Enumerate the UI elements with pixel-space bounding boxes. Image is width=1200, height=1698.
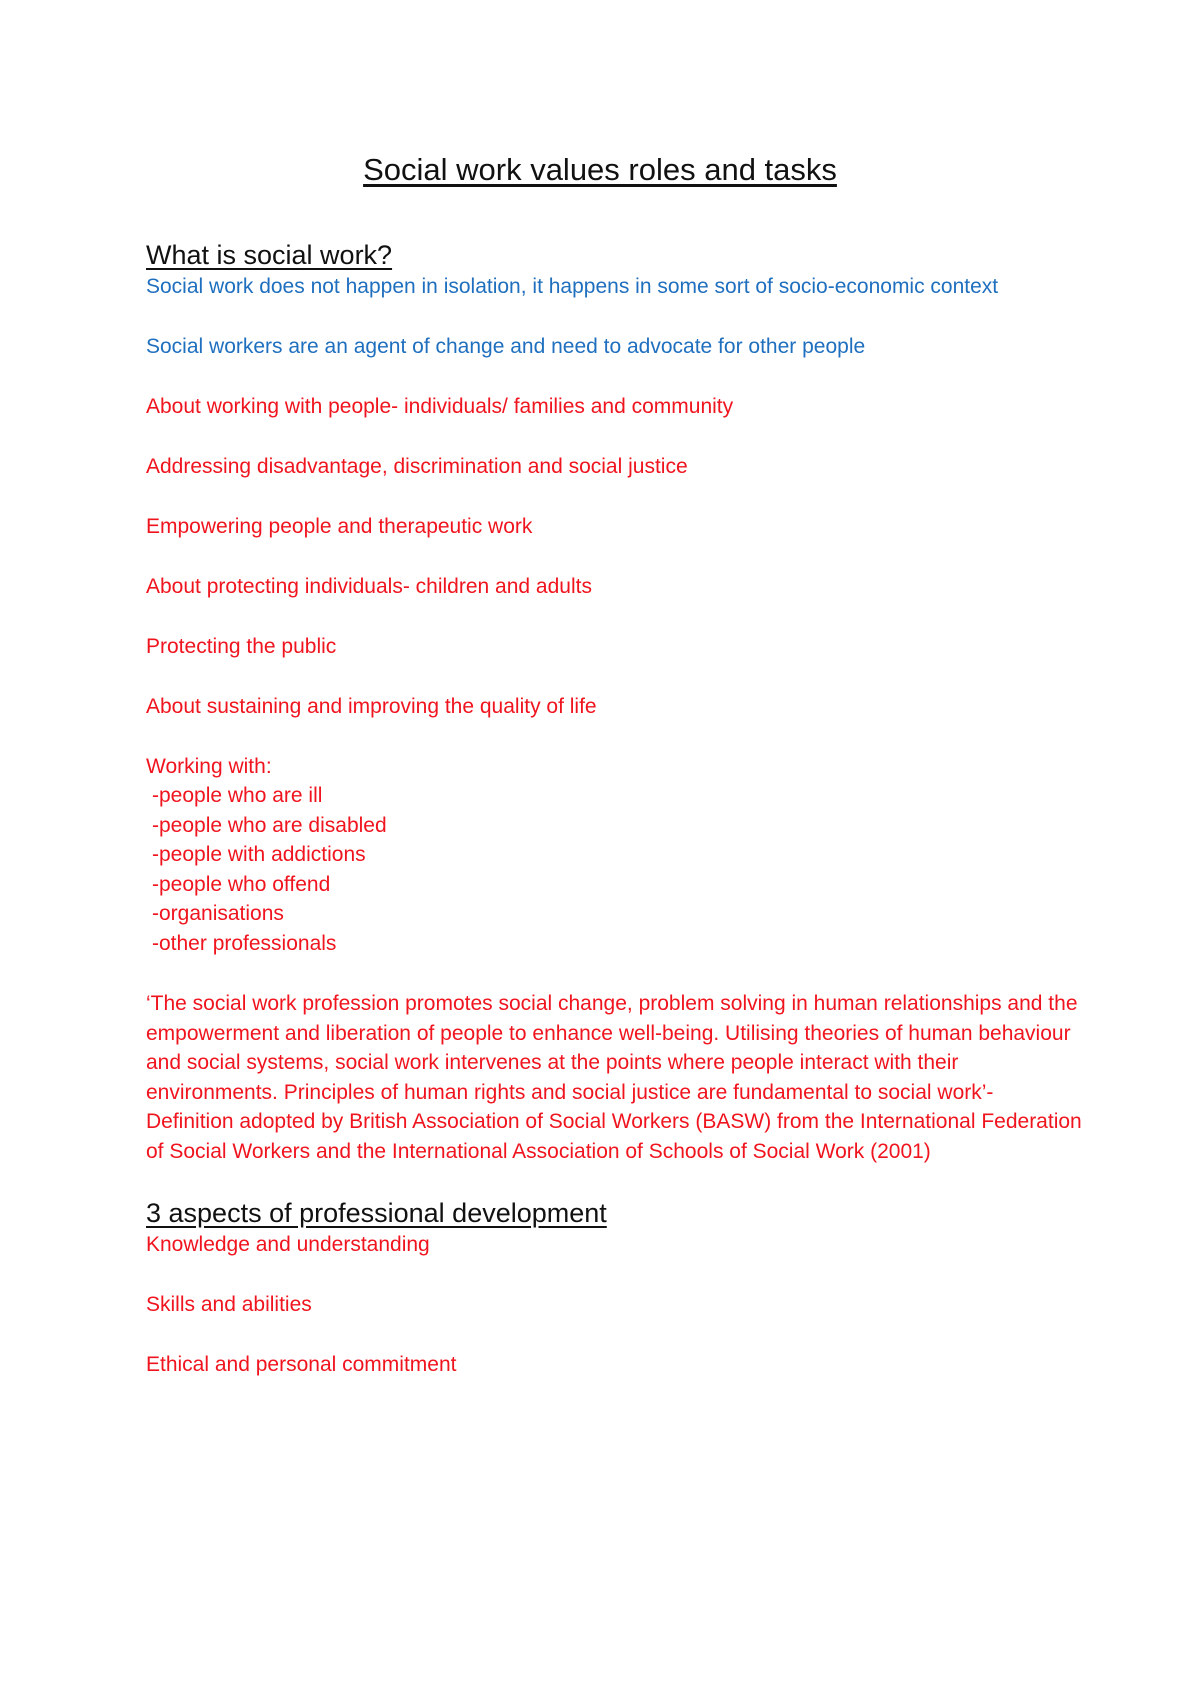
red-statement: Protecting the public <box>146 635 337 658</box>
list-item: -other professionals <box>152 931 337 955</box>
red-statement: Empowering people and therapeutic work <box>146 515 533 538</box>
working-with-label: Working with: <box>146 755 272 778</box>
development-aspect: Skills and abilities <box>146 1293 312 1316</box>
page-title: Social work values roles and tasks <box>363 152 837 187</box>
development-aspect: Ethical and personal commitment <box>146 1353 457 1376</box>
list-item: -people who offend <box>152 872 331 896</box>
red-statement: About sustaining and improving the quality of life <box>146 695 597 718</box>
document-body <box>146 238 1086 1379</box>
list-item: -people who are disabled <box>152 813 387 837</box>
blue-statement: Social workers are an agent of change and need to advocate for other people <box>146 335 866 358</box>
red-statement: About working with people- individuals/ families and community <box>146 395 734 418</box>
list-item: -people with addictions <box>152 843 366 866</box>
development-aspect: Knowledge and understanding <box>146 1233 430 1256</box>
red-statement: Addressing disadvantage, discrimination and social justice <box>146 455 688 478</box>
definition-quote: ‘The social work profession promotes social change, problem solving in human relationships and the empowerment and liberation of people to enhance well-being. Utilising theories of human behaviour and social systems, social work intervenes at the points where people interact with their environments. Principles of human rights and social justice are fundamental to social work’- Definition adopted by British Association of Social Workers (BASW) from the International Federation of Social Workers and the International Association of Schools of Social Work (2001) <box>146 992 1082 1163</box>
section-heading-what-is-social-work: What is social work? <box>146 240 393 270</box>
red-statement: About protecting individuals- children and adults <box>146 575 592 598</box>
list-item: -people who are ill <box>152 784 323 807</box>
blue-statement: Social work does not happen in isolation, it happens in some sort of socio-economic context <box>146 275 999 298</box>
list-item: -organisations <box>152 902 284 925</box>
section-heading-professional-development: 3 aspects of professional development <box>146 1198 607 1228</box>
